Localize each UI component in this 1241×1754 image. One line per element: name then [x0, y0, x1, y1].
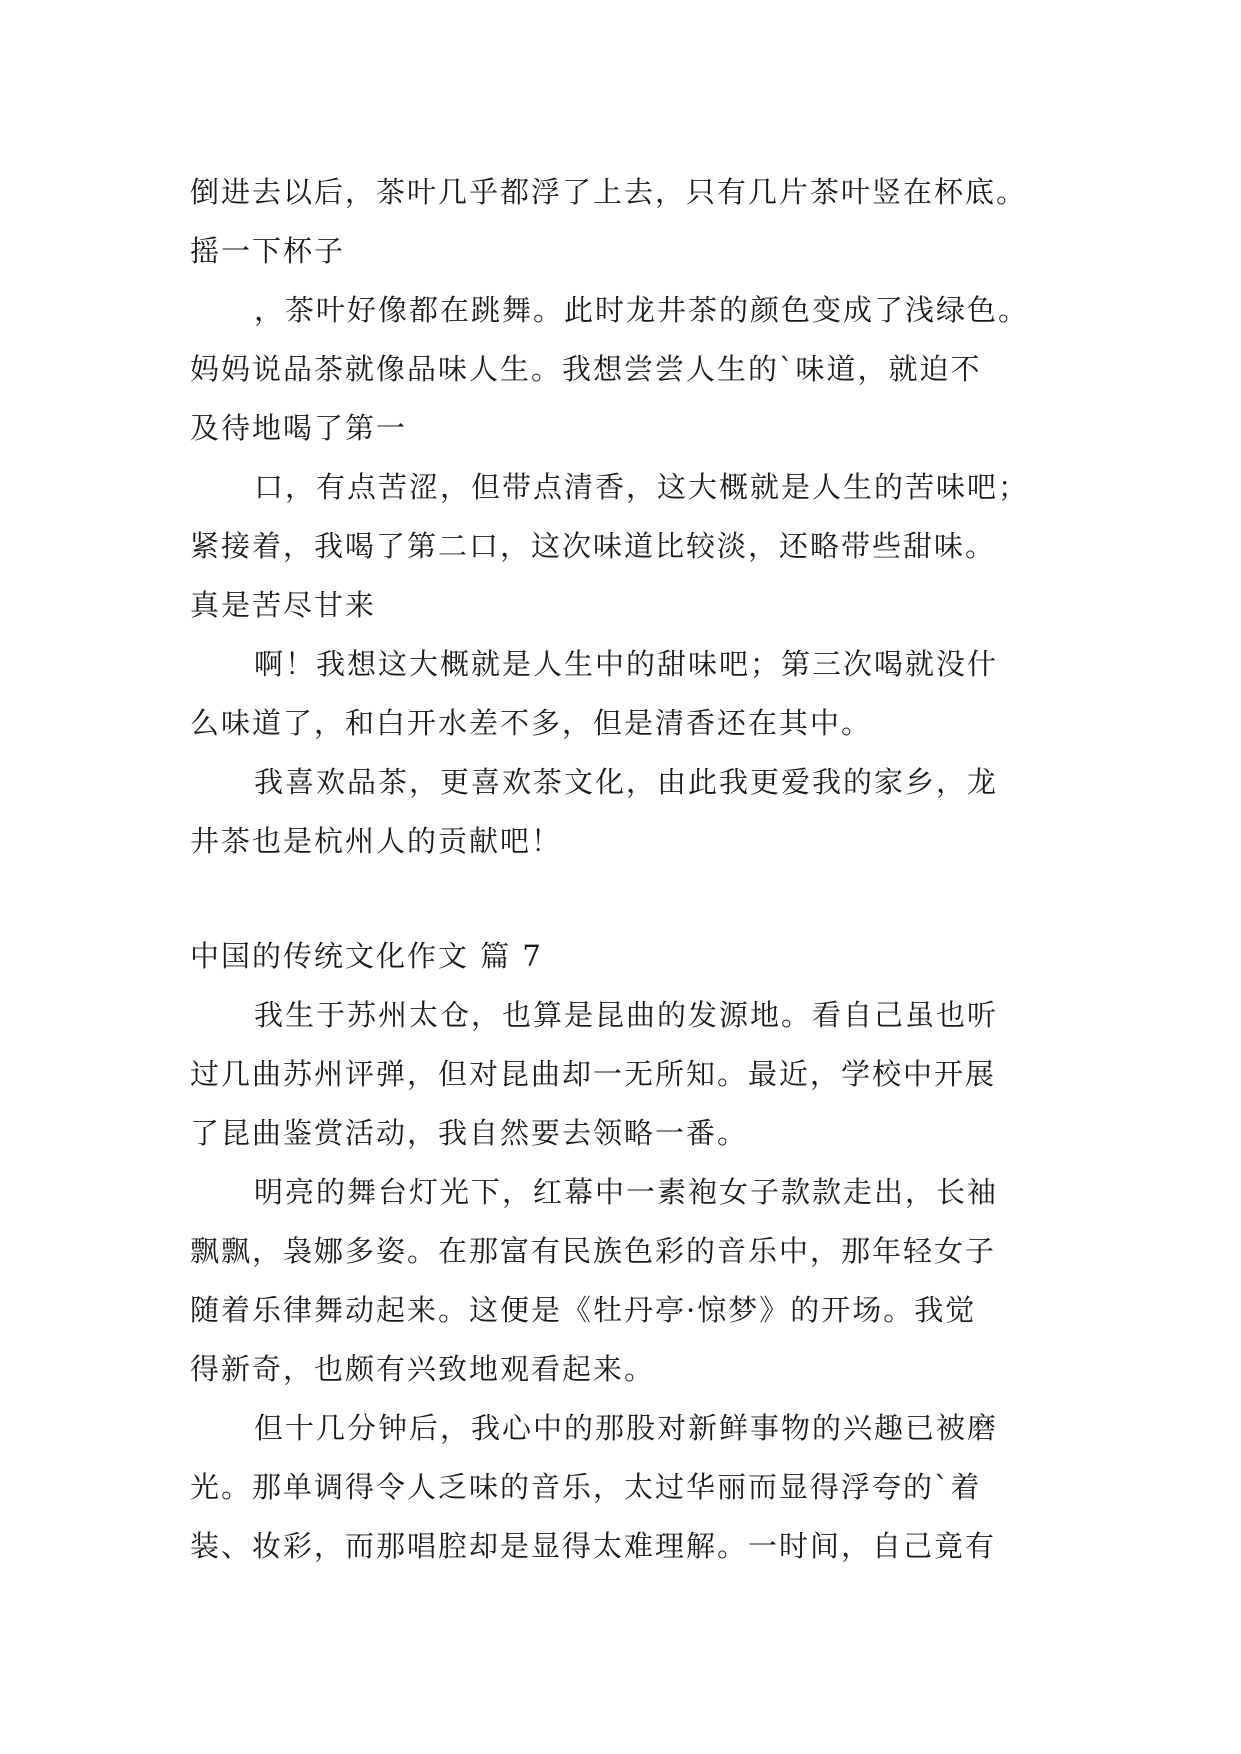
text-line: 但十几分钟后，我心中的那股对新鲜事物的兴趣已被磨 — [254, 1411, 999, 1445]
text-line: 真是苦尽甘来 — [190, 588, 377, 622]
text-line: 得新奇，也颇有兴致地观看起来。 — [190, 1352, 656, 1386]
text-line: 明亮的舞台灯光下，红幕中一素袍女子款款走出，长袖 — [254, 1175, 999, 1209]
text-line: 光。那单调得令人乏味的音乐，太过华丽而显得浮夸的`着 — [190, 1470, 982, 1504]
text-line: 倒进去以后，茶叶几乎都浮了上去，只有几片茶叶竖在杯底。 — [190, 175, 1028, 209]
text-line: 我喜欢品茶，更喜欢茶文化，由此我更爱我的家乡，龙 — [254, 765, 999, 799]
text-line: ，茶叶好像都在跳舞。此时龙井茶的颜色变成了浅绿色。 — [254, 293, 1030, 327]
section-heading: 中国的传统文化作文 篇 7 — [190, 939, 543, 973]
text-line: 飘飘，袅娜多姿。在那富有民族色彩的音乐中，那年轻女子 — [190, 1234, 997, 1268]
article-body — [190, 163, 1070, 1576]
text-line: 过几曲苏州评弹，但对昆曲却一无所知。最近，学校中开展 — [190, 1057, 997, 1091]
text-line: 我生于苏州太仓，也算是昆曲的发源地。看自己虽也听 — [254, 998, 999, 1032]
text-line: 口，有点苦涩，但带点清香，这大概就是人生的苦味吧； — [254, 470, 1030, 504]
text-line: 装、妆彩，而那唱腔却是显得太难理解。一时间，自己竟有 — [190, 1529, 997, 1563]
text-line: 了昆曲鉴赏活动，我自然要去领略一番。 — [190, 1116, 749, 1150]
text-line: 及待地喝了第一 — [190, 411, 408, 445]
text-line: 紧接着，我喝了第二口，这次味道比较淡，还略带些甜味。 — [190, 529, 997, 563]
text-line: 啊！我想这大概就是人生中的甜味吧；第三次喝就没什 — [254, 647, 999, 681]
section-gap — [190, 871, 1070, 927]
text-line: 妈妈说品茶就像品味人生。我想尝尝人生的`味道，就迫不 — [190, 352, 982, 386]
text-line: 摇一下杯子 — [190, 234, 346, 268]
text-line: 么味道了，和白开水差不多，但是清香还在其中。 — [190, 706, 873, 740]
text-line: 随着乐律舞动起来。这便是《牡丹亭·惊梦》的开场。我觉 — [190, 1293, 977, 1327]
text-line: 井茶也是杭州人的贡献吧！ — [190, 824, 563, 858]
